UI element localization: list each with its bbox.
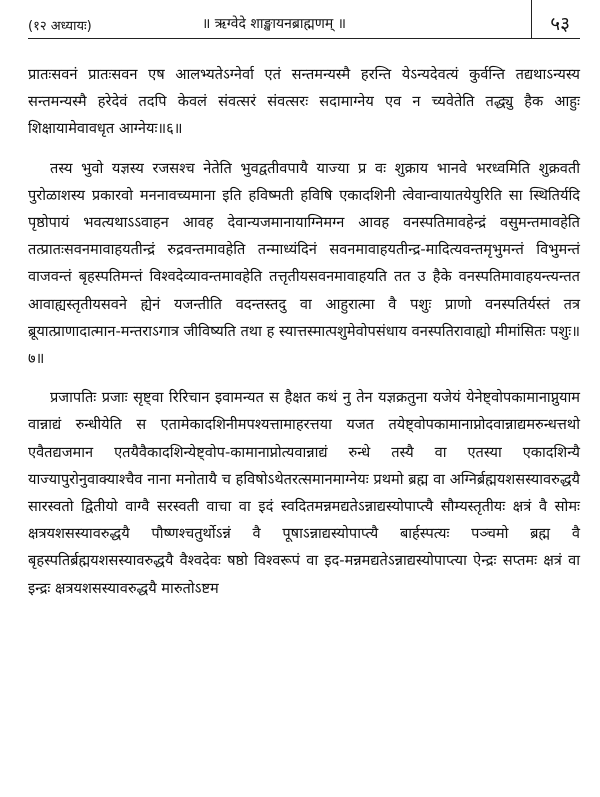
- paragraph-1: प्रातःसवनं प्रातःसवन एष आलभ्यतेऽग्नेर्वा एतं सन्तमन्यस्मै हरन्ति येऽन्यदेवत्यं कुर्वन्ति तद्यथाऽन्यस्य सन्तमन्यस्मै हरेदेवं तदपि केवलं संवत्सरं संवत्सरः सदामाग्नेय एव न च्यवेतेति तद्ध्यु हैक आहुः शिक्षायामेवावधृत आग्नेयः॥६॥: [28, 66, 580, 138]
- paragraph-2: तस्य भुवो यज्ञस्य रजसश्च नेतेति भुवद्वतीवपायै याज्या प्र वः शुक्राय भानवे भरध्वमिति शुक्रवती पुरोळाशस्य प्रकारवो मननावच्यमाना इति हविष्मती हविषि एकादशिनी त्वेवान्वायातयेयुरिति सा स्थितिर्यदि पृष्ठोपायं भवत्यथाऽऽवाहन आवह देवान्यजमानायाग्निमग्न आवह वनस्पतिमावहेन्द्रं वसुमन्तमावहेति तत्प्रातःसवनमावाहयतीन्द्रं रुद्रवन्तमावहेति तन्माध्यंदिनं सवनमावाहयतीन्द्र-मादित्यवन्तमृभुमन्तं विभुमन्तं वाजवन्तं बृहस्पतिमन्तं विश्वदेव्यावन्तमावहेति तत्तृतीयसवनमावाहयति तत उ हैके वनस्पतिमावाहयन्त्यन्तत आवाह्यस्तृतीयसवने ह्येनं यजन्तीति वदन्तस्तदु वा आहुरात्मा वै पशुः प्राणो वनस्पतिर्यस्तं तत्र ब्रूयात्प्राणादात्मान-मन्तराऽगात्र जीविष्यति तथा ह स्यात्तस्मात्पशुमेवोपसंधाय वनस्पतिरावाह्यो मीमांसितः पशुः॥७॥: [28, 159, 580, 368]
- chapter-label: (१२ अध्यायः): [28, 19, 92, 34]
- text-body: [28, 61, 580, 602]
- paragraph-3: प्रजापतिः प्रजाः सृष्ट्वा रिरिचान इवामन्यत स हैक्षत कथं नु तेन यज्ञक्रतुना यजेयं येनेष्ट्वोपकामानाप्नुयाम वान्नाद्यं रुन्धीयेति स एतामेकादशिनीमपश्यत्तामाहरत्तया यजत तयेष्ट्वोपकामानाप्नोदवान्नाद्यमरुन्धत्तथो एवैतद्यजमान एतयैवैकादशिन्येष्ट्वोप-कामानाप्नोत्यवान्नाद्यं रुन्धे तस्यै वा एतस्या एकादशिन्यै याज्यापुरोनुवाक्याश्चैव नाना मनोतायै च हविषोऽथेतरत्समानमाग्नेयः प्रथमो ब्रह्म वा अग्निर्ब्रह्मयशसस्यावरुद्धयै सारस्वतो द्वितीयो वाग्वै सरस्वती वाचा वा इदं स्वदितमन्नमद्यतेऽन्नाद्यस्योपाप्त्यै सौम्यस्तृतीयः क्षत्रं वै सोमः क्षत्रयशसस्यावरुद्धयै पौष्णश्चतुर्थोऽन्नं वै पूषाऽन्नाद्यस्योपाप्त्यै बार्हस्पत्यः पञ्चमो ब्रह्म वै बृहस्पतिर्ब्रह्मयशसस्यावरुद्धयै वैश्वदेवः षष्ठो विश्वरूपं वा इद-मन्नमद्यतेऽन्नाद्यस्योपाप्त्या ऐन्द्रः सप्तमः क्षत्रं वा इन्द्रः क्षत्रयशसस्यावरुद्धयै मारुतोऽष्टम: [28, 389, 580, 597]
- page-header: [28, 0, 580, 39]
- running-title: ॥ ऋग्वेदे शाङ्खायनब्राह्मणम् ॥: [201, 16, 347, 32]
- header-divider: [531, 0, 532, 38]
- page-number: ५३: [550, 13, 570, 35]
